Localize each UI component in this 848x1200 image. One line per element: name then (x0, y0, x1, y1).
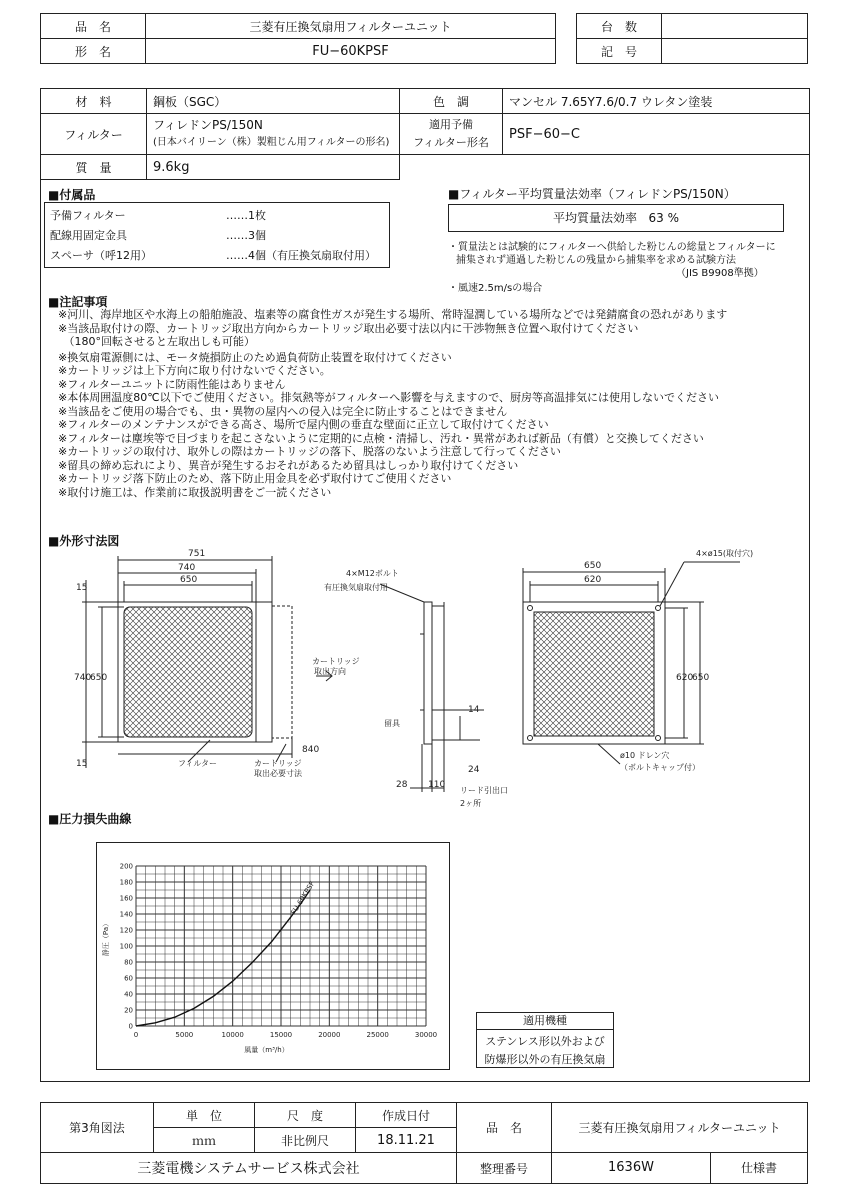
notes-list (58, 308, 798, 499)
side-view-body (424, 602, 432, 744)
acc-qty-2: ……3個 (226, 229, 266, 242)
note-line: ※換気扇電源側には、モータ焼損防止のため過負荷防止装置を取付けてください (58, 350, 452, 364)
dim-751: 751 (188, 549, 206, 559)
spare-value: PSF−60−C (503, 114, 810, 155)
y-axis-label: 静圧（Pa） (102, 919, 110, 957)
rear-drain-2: （ボルトキャップ付） (620, 763, 700, 772)
note-line: ※フィルターユニットに防雨性能はありません (58, 377, 286, 391)
hinmei-label: 品 名 (41, 14, 146, 39)
side-dim-110: 110 (428, 780, 446, 790)
y-tick-label: 120 (119, 926, 133, 935)
acc-name-1: 予備フィルター (50, 209, 126, 222)
count-table (576, 13, 808, 64)
footer-hinmei-label: 品 名 (457, 1103, 552, 1153)
dimension-drawing (40, 540, 808, 815)
notes-title: ■注記事項 (48, 295, 108, 309)
katamei-value: FU−60KPSF (146, 39, 556, 64)
efficiency-note-1a: ・質量法とは試験的にフィルターへ供給した粉じんの総量とフィルターに (448, 242, 776, 253)
kigo-value (662, 39, 808, 64)
filter-maker: (日本バイリーン（株）製粗じん用フィルターの形名) (153, 137, 390, 148)
side-dim-28: 28 (396, 780, 408, 790)
side-bolt-2: 有圧換気扇取付用 (324, 583, 388, 592)
y-tick-label: 80 (124, 958, 133, 967)
x-tick-label: 5000 (175, 1031, 194, 1039)
unit-label: 単 位 (154, 1103, 255, 1128)
side-lead-1: リード引出口 (460, 786, 508, 795)
note-line: ※フィルターは塵埃等で目づまりを起こさないように定期的に点検・清掃し、汚れ・異常があれば新品（有償）と交換してください (58, 431, 704, 445)
applicable-line-2: 防爆形以外の有圧換気扇 (484, 1053, 606, 1066)
rear-filter-mesh (534, 612, 654, 736)
spare-label-2: フィルター形名 (413, 136, 489, 149)
material-value: 鋼板（SGC） (147, 89, 400, 114)
unit-value: ｍｍ (154, 1128, 255, 1153)
efficiency-box (448, 204, 784, 232)
note-line: ※当該品をご使用の場合でも、虫・異物の屋内への侵入は完全に防止することはできません (58, 404, 508, 418)
pressure-chart-title: ■圧力損失曲線 (48, 812, 132, 826)
rear-dim-620: 620 (584, 575, 602, 585)
note-line: ※当該品取付けの際、カートリッジ取出方向からカートリッジ取出必要寸法以内に干渉物無き位置へ取付けてください (58, 321, 639, 335)
efficiency-note-1b: 捕集されず通過した粉じんの残量から捕集率を求める試験方法 (456, 255, 736, 266)
dimensions-title: ■外形寸法図 (48, 534, 120, 548)
seiri-value: 1636W (552, 1153, 711, 1183)
acc-name-3: スペーサ（呼12用） (50, 249, 152, 262)
side-dir-1: カートリッジ (312, 657, 360, 666)
y-tick-label: 180 (119, 878, 133, 887)
y-tick-label: 100 (119, 942, 133, 951)
mass-value: 9.6kg (147, 155, 400, 180)
x-tick-label: 10000 (221, 1031, 244, 1039)
filter-value: フィレドンPS/150N (153, 118, 263, 132)
efficiency-note-2: ・風速2.5m/sの場合 (448, 283, 543, 294)
side-lead-2: 2ヶ所 (460, 799, 482, 808)
company-name: 三菱電機システムサービス株式会社 (41, 1153, 457, 1184)
dim-15b: 15 (76, 759, 88, 769)
dim-740: 740 (178, 563, 196, 573)
note-line: （180°回転させると左取出しも可能） (58, 335, 255, 348)
daisu-label: 台 数 (577, 14, 662, 39)
note-line: ※取付け施工は、作業前に取扱説明書をご一読ください (58, 485, 332, 499)
rear-dim-620v: 620 (676, 673, 694, 683)
x-tick-label: 20000 (318, 1031, 341, 1039)
front-filter-mesh (124, 607, 252, 737)
kigo-label: 記 号 (577, 39, 662, 64)
spare-label-1: 適用予備 (429, 118, 473, 131)
note-line: ※カートリッジ落下防止のため、落下防止用金具を必ず取付けてご使用ください (58, 472, 452, 485)
mass-label: 質 量 (41, 155, 147, 180)
daisu-value (662, 14, 808, 39)
acc-qty-3: ……4個（有圧換気扇取付用） (226, 249, 376, 262)
note-line: ※フィルターのメンテナンスができる高さ、場所で屋内側の垂直な壁面に正立して取付けてください (58, 418, 549, 431)
pressure-loss-chart (96, 842, 448, 1068)
applicable-title: 適用機種 (477, 1013, 613, 1030)
acc-qty-1: ……1枚 (226, 209, 266, 222)
series-label: FU-60KPSF (289, 879, 317, 917)
efficiency-title: ■フィルター平均質量法効率（フィレドンPS/150N） (448, 187, 736, 201)
x-tick-label: 25000 (366, 1031, 389, 1039)
filter-label: フィルター (41, 114, 147, 155)
dim-15a: 15 (76, 583, 88, 593)
doc-type: 仕様書 (740, 1161, 777, 1175)
efficiency-note-1c: （JIS B9908準拠） (676, 268, 764, 279)
front-removal-space (272, 606, 292, 738)
note-line: ※カートリッジは上下方向に取り付けないでください。 (58, 364, 331, 377)
y-tick-label: 200 (119, 862, 133, 871)
side-tomegu: 留具 (384, 719, 400, 728)
seiri-label: 整理番号 (457, 1153, 552, 1184)
note-line: ※留具の締め忘れにより、異音が発生するおそれがあるため留具はしっかり取付けてください (58, 458, 519, 472)
accessories-title: ■付属品 (48, 188, 96, 202)
color-label: 色 調 (400, 89, 503, 114)
applicable-line-1: ステンレス形以外および (485, 1035, 605, 1048)
label-filter: フィルター (178, 759, 218, 768)
rear-drain-1: ø10 ドレン穴 (620, 751, 670, 760)
y-tick-label: 0 (128, 1022, 133, 1031)
note-line: ※本体周囲温度80℃以下でご使用ください。排気熱等がフィルターへ影響を与えますので、厨房等高温排気には使用しないでください (58, 391, 720, 404)
y-tick-label: 60 (124, 974, 133, 983)
acc-name-2: 配線用固定金具 (50, 229, 127, 242)
applicable-box (476, 1012, 614, 1068)
side-bolt-1: 4×M12ボルト (346, 569, 399, 578)
efficiency-box-value: 63 % (648, 211, 679, 225)
x-tick-label: 0 (133, 1031, 139, 1039)
hinmei-value: 三菱有圧換気扇用フィルターユニット (146, 14, 556, 39)
note-line: ※カートリッジの取付け、取外しの際はカートリッジの落下、脱落のないよう注意して行ってください (58, 445, 561, 458)
color-value: マンセル 7.65Y7.6/0.7 ウレタン塗装 (503, 89, 810, 114)
footer-hinmei-value: 三菱有圧換気扇用フィルターユニット (552, 1103, 808, 1153)
katamei-label: 形 名 (41, 39, 146, 64)
side-dim-14: 14 (468, 705, 480, 715)
dim-840: 840 (302, 745, 320, 755)
scale-label: 尺 度 (255, 1103, 356, 1128)
x-axis-label: 風量（m³/h） (244, 1046, 289, 1054)
header-table (40, 13, 556, 64)
dim-650: 650 (180, 575, 198, 585)
x-tick-label: 15000 (269, 1031, 293, 1039)
projection: 第3角図法 (41, 1103, 154, 1153)
y-tick-label: 160 (119, 894, 133, 903)
material-label: 材 料 (41, 89, 147, 114)
label-cart-2: 取出必要寸法 (254, 769, 302, 778)
efficiency-box-label: 平均質量法効率 (553, 211, 638, 225)
rear-dim-650v: 650 (692, 673, 710, 683)
front-side-box (256, 602, 272, 742)
rear-dim-650: 650 (584, 561, 602, 571)
side-dir-2: 取出方向 (314, 667, 346, 676)
y-tick-label: 20 (124, 1006, 133, 1015)
dim-740v: 740 (74, 673, 92, 683)
date-label: 作成日付 (356, 1103, 457, 1128)
date-value: 18.11.21 (356, 1128, 457, 1153)
y-tick-label: 40 (124, 990, 133, 999)
spec-table (40, 88, 810, 180)
side-dim-24: 24 (468, 765, 480, 775)
x-tick-label: 30000 (414, 1031, 438, 1039)
dim-650v: 650 (90, 673, 108, 683)
y-tick-label: 140 (119, 910, 133, 919)
scale-value: 非比例尺 (255, 1128, 356, 1153)
rear-hole: 4×ø15(取付穴) (696, 549, 754, 558)
label-cart-1: カートリッジ (254, 759, 302, 768)
note-line: ※河川、海岸地区や水海上の船舶施設、塩素等の腐食性ガスが発生する場所、常時湿潤している場所などでは発錆腐食の恐れがあります (58, 308, 728, 321)
title-block (40, 1102, 808, 1184)
